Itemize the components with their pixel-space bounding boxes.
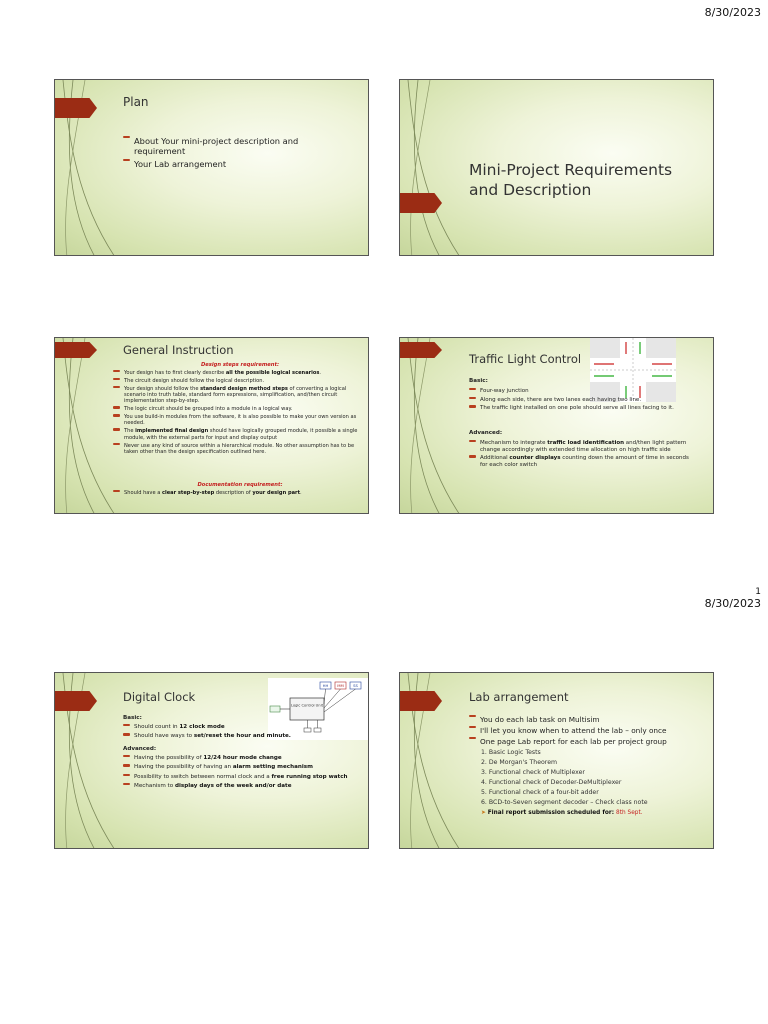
list-item: 2. De Morgan's Theorem	[481, 759, 558, 766]
list-item: Your Lab arrangement	[123, 159, 328, 169]
bullet-list	[123, 136, 328, 169]
final-report-note	[481, 810, 706, 816]
list-item: One page Lab report for each lab per project group	[469, 737, 709, 746]
bullet-list	[113, 370, 363, 455]
list-item: Your design should follow the standard design method steps of converting a logical scenario into truth table, standard form expressions, simplification, and/then circuit implementation step-by-step.	[113, 386, 363, 405]
list-item: 5. Functional check of a four-bit adder	[481, 789, 599, 796]
list-item: 6. BCD-to-Seven segment decoder – Check class note	[481, 799, 648, 806]
title-line: Mini-Project Requirements	[469, 161, 673, 179]
slide-plan	[54, 79, 369, 256]
control-unit-label: Logic Control Unit	[291, 703, 323, 708]
swoosh-lines-icon	[400, 80, 470, 256]
list-item: 1. Basic Logic Tests	[481, 749, 541, 756]
display-label: SS	[353, 683, 358, 688]
list-item: You do each lab task on Multisim	[469, 715, 709, 724]
list-item: Having the possibility of 12/24 hour mode change	[123, 755, 348, 762]
list-item: Should count in 12 clock mode	[123, 724, 358, 731]
list-item: 4. Functional check of Decoder-DeMultiplexer	[481, 779, 622, 786]
title-tab-marker	[55, 342, 97, 358]
title-tab-marker	[400, 342, 442, 358]
final-report-date: 8th Sept.	[616, 810, 643, 816]
list-item: Mechanism to integrate traffic load identification and/then light pattern change accordingly with extended time allocation on high traffic side	[469, 440, 694, 453]
list-item: About Your mini-project description and requirement	[123, 136, 328, 156]
list-item: The implemented final design should have logically grouped module, it possible a single module, with the external parts for input and display output	[113, 428, 363, 441]
display-label: MM	[337, 683, 344, 688]
list-item: Should have ways to set/reset the hour and minute.	[123, 733, 358, 740]
bullet-list	[469, 440, 694, 468]
design-steps-heading: Design steps requirement:	[200, 362, 280, 368]
slide-lab-arrangement	[399, 672, 714, 849]
bullet-list	[469, 388, 694, 412]
list-item: I'll let you know when to attend the lab – only once	[469, 726, 709, 735]
title-tab-marker	[400, 193, 442, 213]
list-item: Never use any kind of source within a hierarchical module. No other assumption has to be taken other than the design specification outlined here.	[113, 443, 363, 456]
slide-title: Traffic Light Control	[469, 352, 582, 366]
list-item: Having the possibility of having an alarm setting mechanism	[123, 764, 348, 771]
bullet-list	[123, 755, 348, 790]
swoosh-lines-icon	[400, 338, 470, 514]
list-item: The logic circuit should be grouped into a module in a logical way.	[113, 406, 363, 412]
final-report-label: Final report submission scheduled for:	[487, 810, 617, 816]
title-line: and Description	[469, 181, 592, 199]
list-item: 3. Functional check of Multiplexer	[481, 769, 585, 776]
title-tab-marker	[55, 691, 97, 711]
slide-title: Lab arrangement	[469, 690, 569, 704]
advanced-label: Advanced:	[123, 746, 157, 752]
arrow-bullet-icon: ➤	[481, 810, 486, 816]
list-item: Additional counter displays counting down the amount of time in seconds for each color switch	[469, 455, 694, 468]
list-item: Should have a clear step-by-step description of your design part.	[113, 490, 363, 496]
page-date-top: 8/30/2023	[704, 6, 761, 19]
list-item: You use build-in modules from the software, it is also possible to make your own version as needed.	[113, 414, 363, 427]
documentation-heading: Documentation requirement:	[197, 482, 283, 488]
slide-mini-project	[399, 79, 714, 256]
slide-title	[469, 160, 672, 200]
numbered-lab-list	[481, 748, 706, 808]
page-date-bottom: 8/30/2023	[704, 597, 761, 610]
slide-general-instruction	[54, 337, 369, 514]
list-item: Possibility to switch between normal clock and a free running stop watch	[123, 774, 348, 781]
slide-title: Plan	[123, 95, 149, 109]
bullet-list	[113, 490, 363, 496]
basic-label: Basic:	[123, 715, 142, 721]
page-number: 1	[755, 587, 761, 597]
slide-digital-clock	[54, 672, 369, 849]
advanced-label: Advanced:	[469, 430, 503, 436]
basic-label: Basic:	[469, 378, 488, 384]
display-label: HH	[322, 683, 329, 688]
list-item: Along each side, there are two lanes each having two line.	[469, 397, 694, 404]
list-item: The circuit design should follow the logical description.	[113, 378, 363, 384]
list-item: Your design has to first clearly describe all the possible logical scenarios.	[113, 370, 363, 376]
list-item: The traffic light installed on one pole should serve all lines facing to it.	[469, 405, 694, 412]
bullet-list	[123, 724, 358, 740]
slide-traffic-light	[399, 337, 714, 514]
bullet-list	[469, 715, 709, 746]
slide-title: General Instruction	[123, 343, 234, 357]
title-tab-marker	[400, 691, 442, 711]
title-tab-marker	[55, 98, 97, 118]
list-item: Mechanism to display days of the week and/or date	[123, 783, 348, 790]
slide-title: Digital Clock	[123, 690, 196, 704]
list-item: Four-way junction	[469, 388, 694, 395]
